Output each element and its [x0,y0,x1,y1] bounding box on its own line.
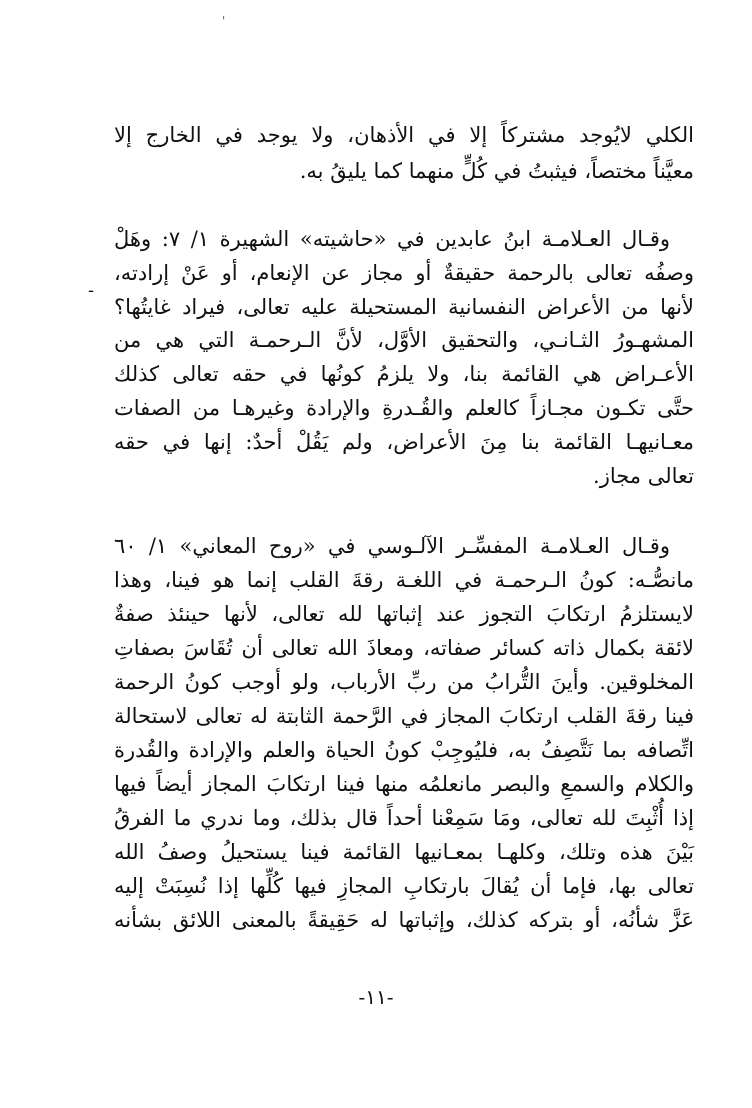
paragraph-3-line-2: مانصُّـه: كونُ الـرحمـة في اللغـة رقةَ القلب إنما هو فينا، وهذا [114,568,694,592]
paragraph-1-line-2: معيَّناً مختصاً، فيثبتُ في كُلٍّ منهما كما يليقُ به. [299,159,694,183]
scan-mark: ' [222,14,226,28]
paragraph-3-line-1: وقـال العـلامـة المفسِّـر الآلـوسي في «روح المعاني» ١/ ٦٠ [114,534,670,558]
paragraph-2-line-7: معـانيهـا القائمة بنا مِنَ الأعراض، ولم يَقُلْ أحدٌ: إنها في حقه [114,430,694,454]
page-number: -١١- [358,985,394,1009]
paragraph-1-line-1: الكلي لايُوجد مشتركاً إلا في الأذهان، ولا يوجد في الخارج إلا [114,123,694,147]
paragraph-3-line-5: المخلوقين. وأينَ التُّرابُ من ربِّ الأرباب، ولو أوجب كونُ الرحمة [114,670,694,694]
paragraph-3-line-10: بَيْنَ هذه وتلك، وكلهـا بمعـانيها القائمة فينا يستحيلُ وصفُ الله [114,840,694,864]
paragraph-2-line-3: لأنها من الأعراض النفسانية المستحيلة عليه تعالى، فيراد غايتُها؟ [114,295,694,319]
paragraph-3-line-9: إذا أُثْبِتَ لله تعالى، ومَا سَمِعْنا أحداً قال بذلك، وما ندري ما الفرقُ [114,806,694,830]
paragraph-2-line-5: الأعـراض هي القائمة بنا، ولا يلزمُ كونُها في حقه تعالى كذلك [114,362,694,386]
paragraph-3-line-7: اتِّصافه بما نَتَّصِفُ به، فليُوجِبْ كونُ الحياة والعلم والإرادة والقُدرة [114,738,694,762]
paragraph-2-line-4: المشهـورُ الثـانـي، والتحقيق الأوَّل، لأنَّ الـرحمـة التي هي من [114,328,694,352]
paragraph-3-line-11: تعالى بها، فإما أن يُقالَ بارتكابِ المجازِ فيها كُلِّها إذا نُسِبَتْ إليه [114,874,694,898]
paragraph-3-line-6: فينا رقةَ القلب ارتكابَ المجاز في الرَّحمة الثابتة له تعالى لاستحالة [114,704,694,728]
paragraph-2-line-2: وصفُه تعالى بالرحمة حقيقةٌ أو مجاز عن الإنعام، أو عَنْ إرادته، [114,261,694,285]
paragraph-3-line-8: والكلام والسمعِ والبصر مانعلمُه منها فينا ارتكابَ المجاز أيضاً فيها [114,772,694,796]
paragraph-3-line-4: لائقة بكمال ذاته كسائر صفاته، ومعاذَ الله تعالى أن تُقَاسَ بصفاتِ [114,636,694,660]
paragraph-3-line-12: عَزَّ شأنُه، أو بتركه كذلك، وإثباتها له حَقِيقةً بالمعنى اللائق بشأنه [114,908,694,932]
paragraph-2-line-1: وقـال العـلامـة ابنُ عابدين في «حاشيته» الشهيرة ١/ ٧: وهَلْ [114,227,670,251]
paragraph-2-line-6: حتَّى تكـون مجـازاً كالعلم والقُـدرةِ والإرادة وغيرهـا من الصفات [114,396,694,420]
margin-dash: - [88,280,95,301]
paragraph-2-line-8: تعالى مجاز. [593,464,694,488]
paragraph-3-line-3: لايستلزمُ ارتكابَ التجوز عند إثباتها لله تعالى، لأنها حينئذ صفةٌ [114,602,694,626]
